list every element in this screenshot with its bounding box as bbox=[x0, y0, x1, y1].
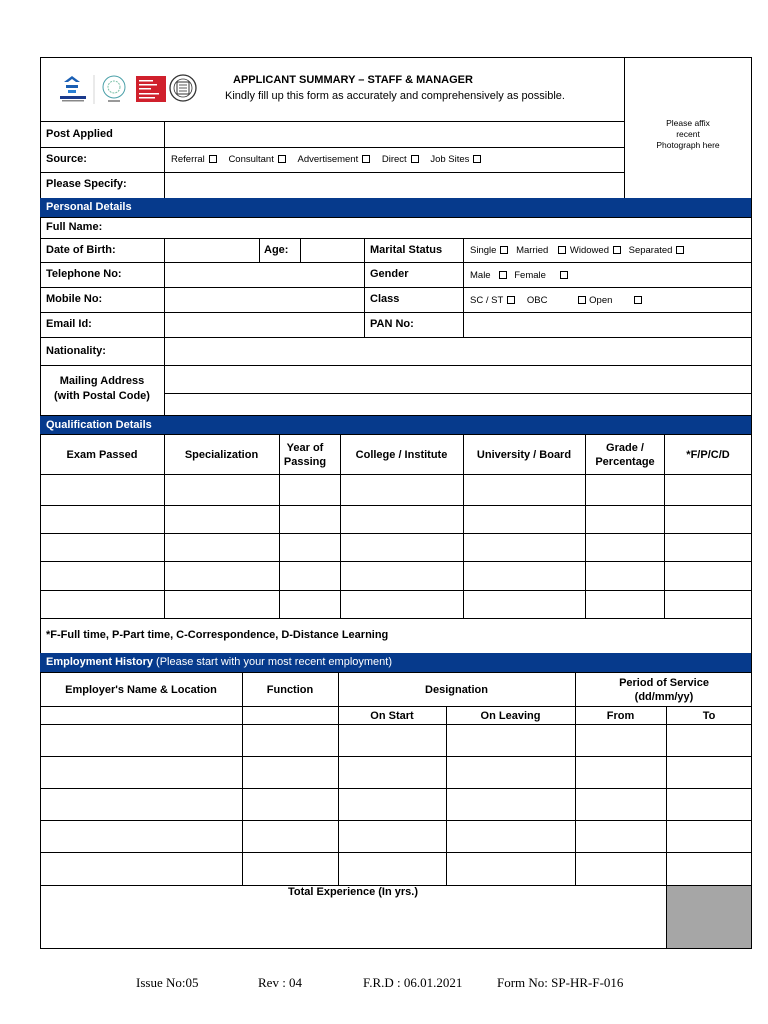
form-subtitle: Kindly fill up this form as accurately and comprehensively as possible. bbox=[225, 90, 565, 102]
emp-row-4[interactable] bbox=[41, 821, 751, 851]
qual-col-fpcd: *F/P/C/D bbox=[686, 448, 730, 461]
checkbox-icon[interactable] bbox=[507, 296, 515, 304]
emp-row-3[interactable] bbox=[41, 789, 751, 819]
emp-col-designation: Designation bbox=[425, 683, 488, 696]
checkbox-icon[interactable] bbox=[500, 246, 508, 254]
qual-col-grade: Grade / Percentage bbox=[595, 441, 655, 468]
class-options bbox=[470, 295, 643, 306]
marital-widowed[interactable]: Widowed bbox=[570, 245, 622, 256]
qualification-details-band: Qualification Details bbox=[40, 416, 751, 434]
checkbox-icon[interactable] bbox=[278, 155, 286, 163]
qual-row-2[interactable] bbox=[41, 506, 751, 532]
certification-badge bbox=[136, 76, 166, 102]
emp-sub-from: From bbox=[606, 709, 635, 722]
checkbox-icon[interactable] bbox=[613, 246, 621, 254]
please-specify-label: Please Specify: bbox=[46, 178, 127, 190]
emp-col-function: Function bbox=[266, 683, 314, 696]
nationality-label: Nationality: bbox=[46, 345, 106, 357]
nationality-field[interactable] bbox=[165, 338, 751, 364]
full-name-label: Full Name: bbox=[46, 221, 103, 233]
employment-band-note: (Please start with your most recent employment) bbox=[156, 656, 393, 668]
gender-male[interactable]: Male bbox=[470, 270, 508, 281]
post-applied-field[interactable] bbox=[165, 122, 623, 146]
qual-row-1[interactable] bbox=[41, 475, 751, 504]
class-sc-st[interactable]: SC / ST bbox=[470, 295, 516, 306]
class-label: Class bbox=[370, 293, 400, 305]
photo-note-line3: Photograph here bbox=[656, 140, 720, 150]
email-label: Email Id: bbox=[46, 318, 92, 330]
telephone-field[interactable] bbox=[165, 263, 363, 286]
gender-female[interactable]: Female bbox=[514, 270, 569, 281]
checkbox-icon[interactable] bbox=[411, 155, 419, 163]
checkbox-icon[interactable] bbox=[209, 155, 217, 163]
personal-details-band: Personal Details bbox=[40, 198, 751, 217]
age-label: Age: bbox=[264, 244, 289, 256]
qual-col-specialization: Specialization bbox=[184, 448, 259, 461]
qual-row-3[interactable] bbox=[41, 534, 751, 560]
source-referral[interactable]: Referral bbox=[171, 154, 218, 165]
checkbox-icon[interactable] bbox=[560, 271, 568, 279]
total-experience-field[interactable] bbox=[41, 902, 665, 948]
shapoorji-pallonji-logo bbox=[60, 76, 86, 102]
checkbox-icon[interactable] bbox=[499, 271, 507, 279]
marital-separated[interactable]: Separated bbox=[629, 245, 686, 256]
qual-row-5[interactable] bbox=[41, 591, 751, 617]
photo-placeholder bbox=[624, 118, 752, 151]
age-field[interactable] bbox=[301, 239, 363, 261]
photo-note-line2: recent bbox=[676, 129, 700, 139]
marital-single[interactable]: Single bbox=[470, 245, 509, 256]
telephone-label: Telephone No: bbox=[46, 268, 122, 280]
header-logos bbox=[58, 72, 203, 106]
qual-col-university: University / Board bbox=[476, 448, 572, 461]
total-experience-label: Total Experience (In yrs.) bbox=[287, 886, 418, 898]
emp-row-1[interactable] bbox=[41, 725, 751, 755]
dob-field[interactable] bbox=[165, 239, 258, 261]
bureau-veritas-seal bbox=[170, 75, 196, 101]
footer-form-no: Form No: SP-HR-F-016 bbox=[497, 975, 624, 990]
qual-col-year-of-passing: Year of Passing bbox=[283, 441, 327, 468]
footer-rev: Rev : 04 bbox=[258, 975, 303, 990]
gender-label: Gender bbox=[370, 268, 409, 280]
checkbox-icon[interactable] bbox=[362, 155, 370, 163]
checkbox-icon[interactable] bbox=[558, 246, 566, 254]
qual-col-exam-passed: Exam Passed bbox=[66, 448, 138, 461]
please-specify-field[interactable] bbox=[165, 173, 623, 197]
pan-label: PAN No: bbox=[370, 318, 414, 330]
emp-sub-on-leaving: On Leaving bbox=[480, 709, 541, 722]
emp-col-period: Period of Service (dd/mm/yy) bbox=[619, 676, 709, 703]
emp-col-employer: Employer's Name & Location bbox=[65, 683, 217, 696]
checkbox-icon[interactable] bbox=[473, 155, 481, 163]
dob-label: Date of Birth: bbox=[46, 244, 116, 256]
source-label: Source: bbox=[46, 153, 87, 165]
checkbox-icon[interactable] bbox=[676, 246, 684, 254]
qual-col-college: College / Institute bbox=[355, 448, 448, 461]
emp-sub-to: To bbox=[702, 709, 716, 722]
mobile-label: Mobile No: bbox=[46, 293, 103, 305]
marital-options bbox=[470, 245, 685, 256]
post-applied-label: Post Applied bbox=[46, 128, 113, 140]
class-obc[interactable]: OBC bbox=[527, 295, 587, 306]
total-experience-value-cell bbox=[667, 886, 751, 948]
email-field[interactable] bbox=[165, 313, 363, 336]
footer-issue: Issue No:05 bbox=[136, 975, 199, 990]
source-options bbox=[171, 154, 482, 165]
gender-options bbox=[470, 270, 569, 281]
source-advertisement[interactable]: Advertisement bbox=[298, 154, 372, 165]
checkbox-icon[interactable] bbox=[578, 296, 586, 304]
mailing-address-label: Mailing Address (with Postal Code) bbox=[54, 375, 150, 402]
circular-emblem-logo bbox=[103, 76, 125, 102]
employment-history-band: Employment History (Please start with your most recent employment) bbox=[40, 653, 751, 672]
form-title: APPLICANT SUMMARY – STAFF & MANAGER bbox=[233, 74, 473, 86]
class-open[interactable]: Open bbox=[589, 295, 643, 306]
emp-sub-on-start: On Start bbox=[370, 709, 414, 722]
source-direct[interactable]: Direct bbox=[382, 154, 420, 165]
source-consultant[interactable]: Consultant bbox=[228, 154, 286, 165]
mobile-field[interactable] bbox=[165, 288, 363, 311]
emp-row-5[interactable] bbox=[41, 853, 751, 884]
pan-field[interactable] bbox=[464, 313, 751, 336]
source-job-sites[interactable]: Job Sites bbox=[430, 154, 482, 165]
marital-married[interactable]: Married bbox=[516, 245, 567, 256]
checkbox-icon[interactable] bbox=[634, 296, 642, 304]
marital-status-label: Marital Status bbox=[370, 244, 443, 256]
mailing-address-field[interactable] bbox=[165, 366, 751, 414]
qual-row-4[interactable] bbox=[41, 562, 751, 589]
study-mode-legend: *F-Full time, P-Part time, C-Correspondence, D-Distance Learning bbox=[46, 629, 389, 641]
emp-row-2[interactable] bbox=[41, 757, 751, 787]
footer-frd: F.R.D : 06.01.2021 bbox=[363, 975, 463, 990]
photo-note-line1: Please affix bbox=[666, 118, 710, 128]
